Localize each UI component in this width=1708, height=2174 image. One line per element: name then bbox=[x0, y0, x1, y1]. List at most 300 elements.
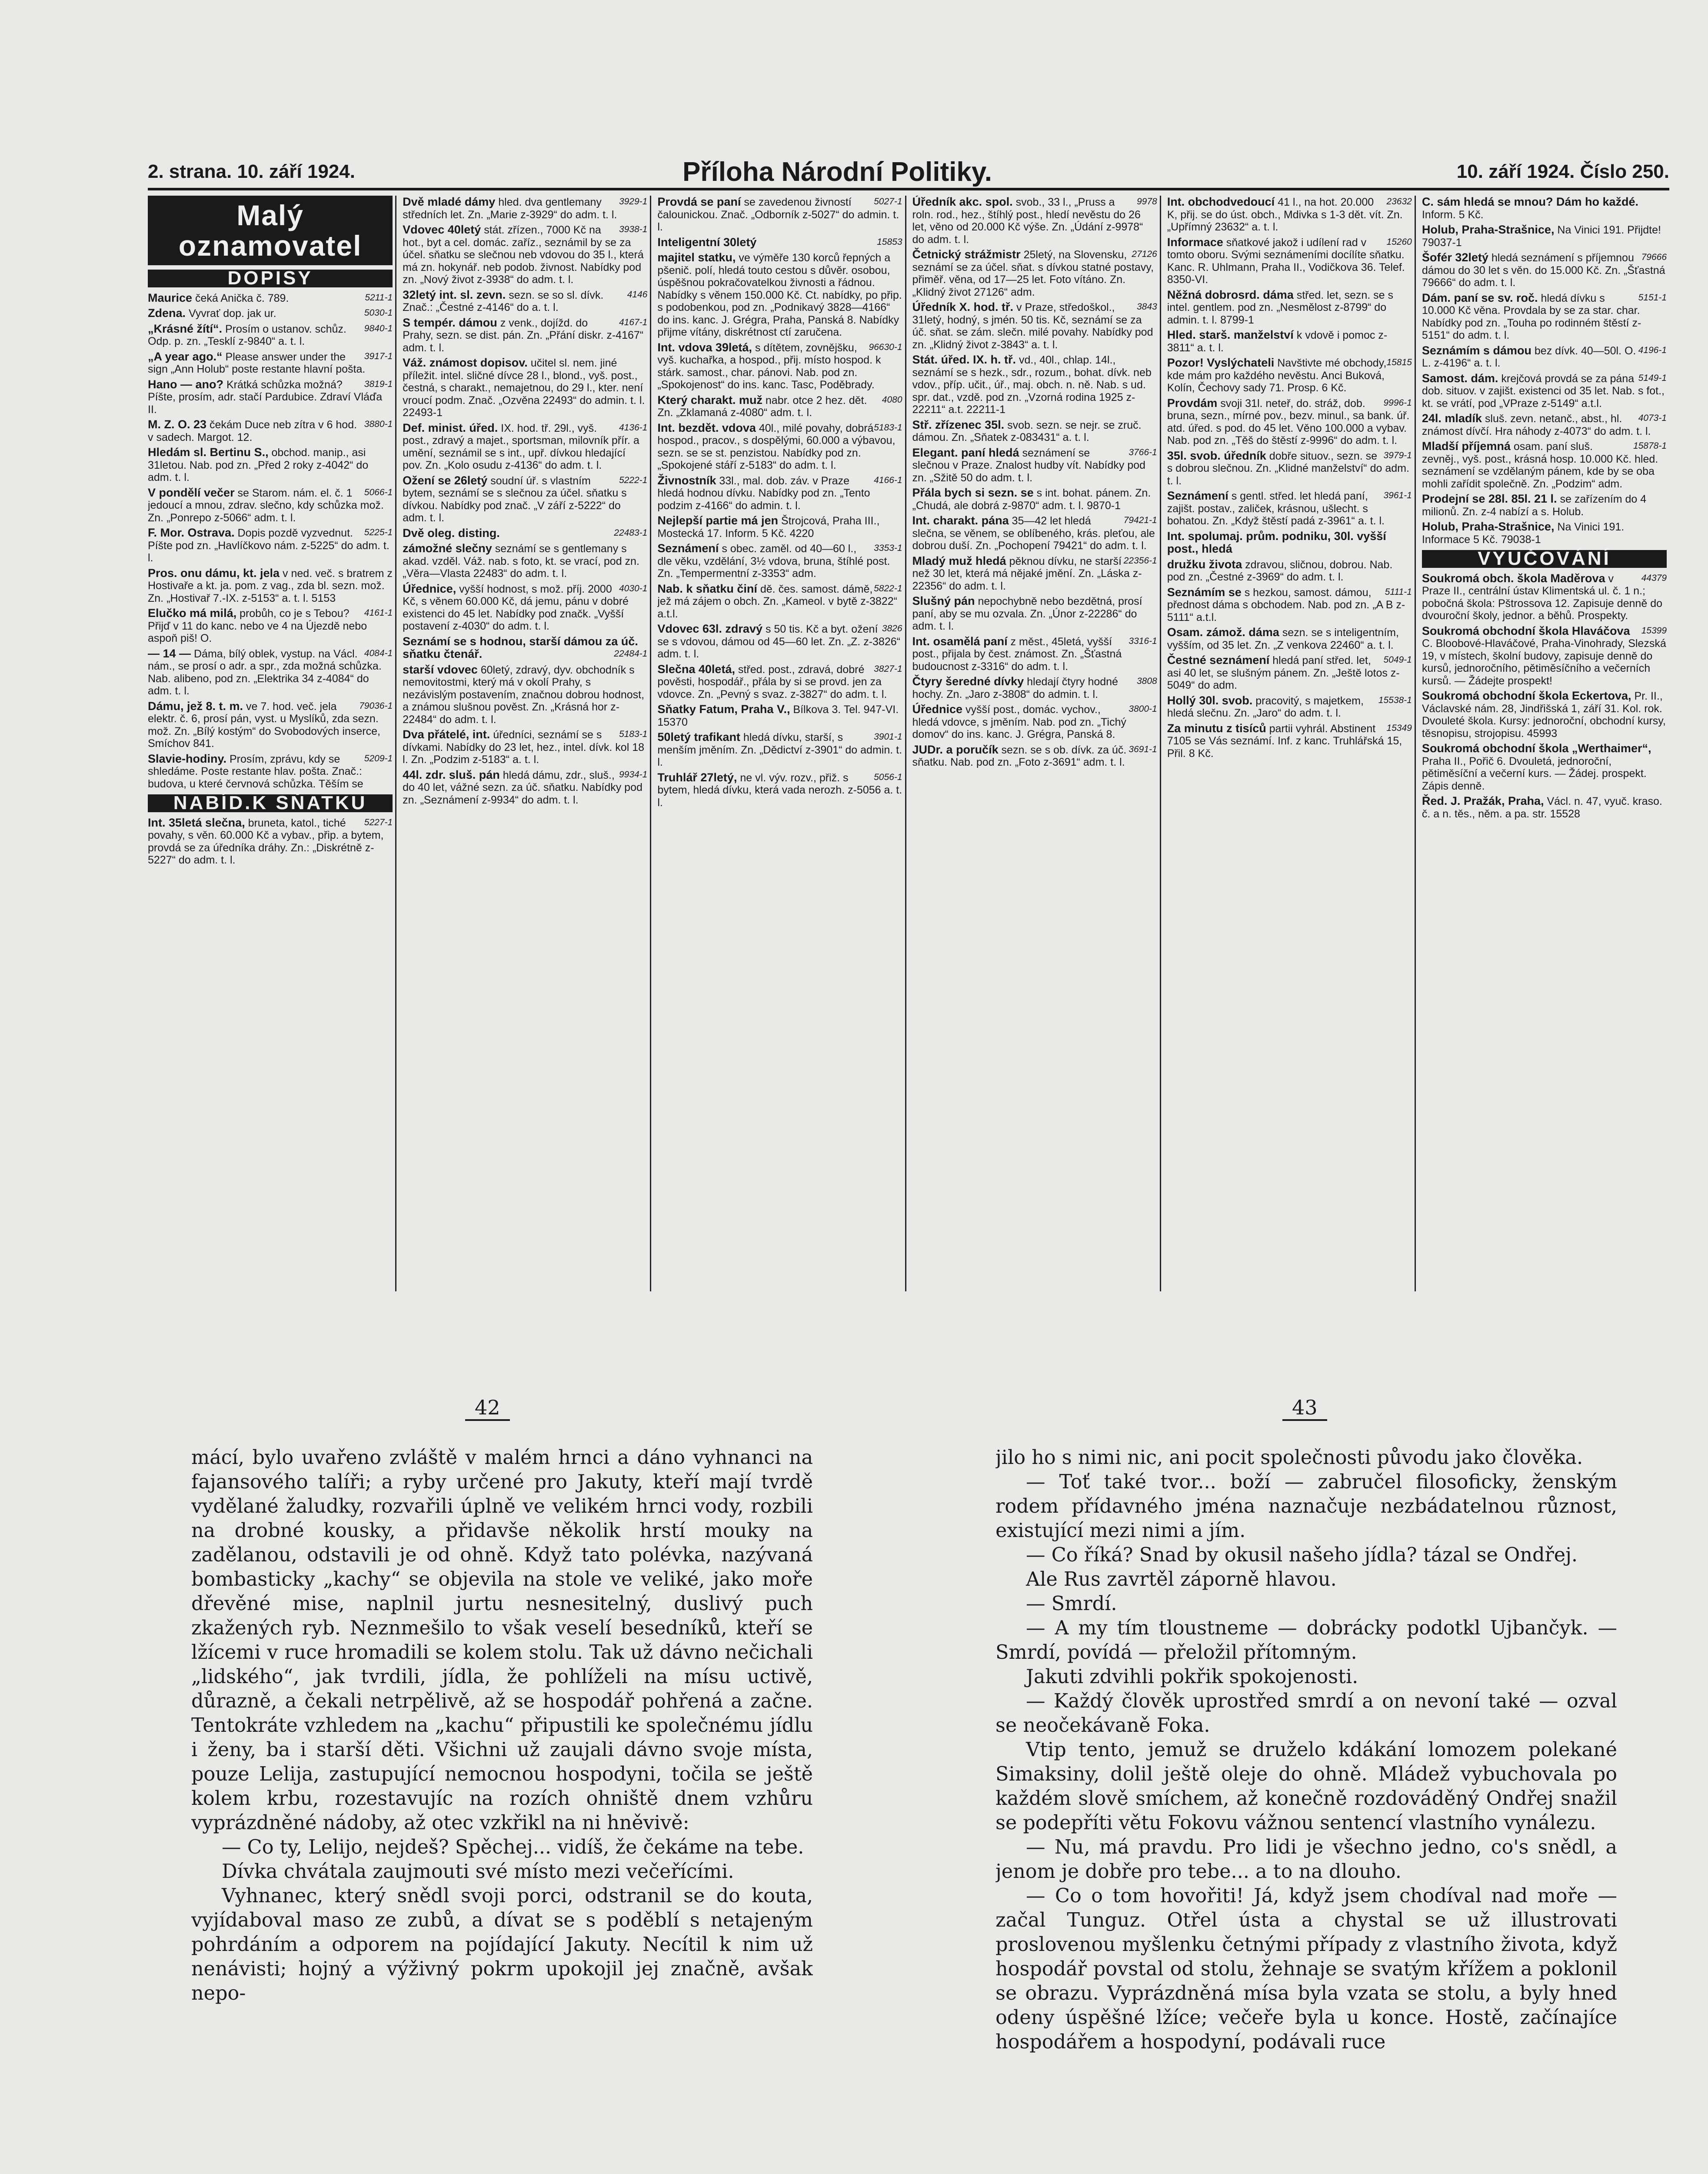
classified-ad bbox=[403, 664, 647, 726]
classified-ad bbox=[148, 378, 393, 416]
ad-code: 4080 bbox=[882, 394, 902, 405]
classified-ad bbox=[1167, 397, 1412, 447]
ad-title: Mladý muž hledá bbox=[912, 554, 1006, 567]
classified-ad bbox=[912, 419, 1157, 444]
ad-code: 5056-1 bbox=[874, 772, 902, 782]
classified-ad bbox=[148, 817, 393, 867]
ad-title: Seznámím se bbox=[1167, 585, 1242, 599]
classified-ad bbox=[657, 583, 902, 620]
classified-ad bbox=[657, 341, 902, 391]
ad-body: vd., 40l., chlap. 14l., seznámí se s hezk., sdr., rozum., bohat. dívk. neb vdov., příp. učit., úř., maj. obch. n. ně. Nab. s ud. spr. dat., vzdě. pod zn. „Vzorná rodina 1925 z-22211“ a.t. 22211-1 bbox=[912, 354, 1152, 416]
ad-code: 15260 bbox=[1386, 237, 1412, 247]
ad-title: JUDr. a poručík bbox=[912, 743, 999, 756]
classified-ad bbox=[657, 542, 902, 580]
ad-body: se zařízením do 4 milionů. Zn. z-4 nabízí a s. Holub. bbox=[1422, 493, 1647, 518]
ad-code: 5211-1 bbox=[365, 292, 393, 303]
ad-code: 4161-1 bbox=[364, 608, 393, 618]
ad-body: Štrojcová, Praha III., Mostecká 17. Inform. 5 Kč. 4220 bbox=[657, 515, 880, 540]
ad-code: 4084-1 bbox=[364, 648, 393, 658]
ad-title: Čtyry šeredné dívky bbox=[912, 675, 1024, 688]
ad-code: 27126 bbox=[1132, 249, 1157, 259]
classified-ad bbox=[403, 542, 647, 580]
ad-code: 9978 bbox=[1136, 197, 1157, 207]
story-paragraph: — Smrdí. bbox=[1026, 1593, 1117, 1615]
classified-ad bbox=[1422, 572, 1667, 622]
classified-ad bbox=[1167, 558, 1412, 584]
ad-title: Čestné seznámení bbox=[1167, 654, 1270, 667]
ad-body: v Praze, středoškol., 31letý, hodný, s jmén. 50 tis. Kč, seznámí se za úč. sňat. se zám. slečn. milé povahy. Nabídky pod zn. „Klidný život z-3843“ a. t. l. bbox=[912, 301, 1153, 351]
ad-title: Elegant. paní hledá bbox=[912, 446, 1019, 459]
ad-body: nabr. otce 2 hez. dět. Zn. „Zklamaná z-4080“ adm. t. l. bbox=[657, 394, 867, 419]
classified-ad bbox=[148, 307, 393, 320]
ad-body: IX. hod. tř. 29l., vyš. post., zdravý a majet., sportsman, milovník přír. a umění, seznámil se s int., upř. dívkou hledající pov. Zn. „Kolo osudu z-4136“ do adm. t. l. bbox=[403, 422, 639, 471]
ad-body: dobře situov., sezn. se s dobrou slečnou. Zn. „Klidné manželství“ do adm. t. l. bbox=[1167, 450, 1409, 487]
classified-ad bbox=[1422, 196, 1667, 221]
ad-code: 79036-1 bbox=[359, 700, 393, 711]
ad-body: Dáma, bílý oblek, vystup. na Václ. nám., se prosí o adr. a spr., zda možná schůzka. Nab. alibeno, pod zn. „Elektrika 34 z-4084“ do adm. t. l. bbox=[148, 647, 382, 697]
ad-title: starší vdovec bbox=[403, 663, 478, 676]
ad-body: 35—42 let hledá slečna, se věnem, se oblíbeného, krás. pleťou, ale dobrou duší. Zn. „Pochopení 79421“ do adm. t. l. bbox=[912, 515, 1155, 552]
ad-title: Řed. J. Pražák, Praha, bbox=[1422, 794, 1544, 807]
ad-body: vyšší hodnost, s mož. příj. 2000 Kč, s věnem 60.000 Kč, dá jemu, pánu v dobré existenci do 45 let. Nabídky pod značk. „Vyšší postavení z-4030“ do adm. t. l. bbox=[403, 583, 629, 632]
ad-body: učitel sl. nem. jiné příležit. intel. sličné dívce 28 l., blond., vyš. post., čestná, s charakt., nemajetnou, do 29 l., kter. není vroucí podm. Znač. „Ozvěna 22493“ do admin. t. l. 22493-1 bbox=[403, 357, 645, 419]
classified-ad bbox=[1167, 490, 1412, 527]
classified-ad bbox=[912, 514, 1157, 552]
ad-title: Int. obchodvedoucí bbox=[1167, 196, 1275, 208]
ad-body: osam. paní sluš. zevněj., vyš. post., krásná hosp. 10.000 Kč. hled. seznámení se vzdělaným pánem, kde by se oba mohli zařídit společně. Zn. „Podzim“ adm. bbox=[1422, 440, 1658, 490]
ad-title: Pozor! Vyslýchateli bbox=[1167, 356, 1275, 369]
classified-ad bbox=[657, 514, 902, 540]
ad-title: Vdovec 40letý bbox=[403, 223, 481, 236]
ad-body: Please answer under the sign „Ann Holub“ poste restante hlavní pošta. bbox=[148, 350, 366, 375]
classified-ad bbox=[657, 251, 902, 339]
story-paragraph: — Nu, má pravdu. Pro lidi je všechno jedno, co's snědl, a jenom je dobře pro tebe... a to na dlouho. bbox=[996, 1836, 1617, 1883]
ad-title: Soukromá obchodní škola Hlaváčova bbox=[1422, 624, 1630, 637]
ad-body: bez dívk. 40—50l. O. L. z-4196“ a. t. l. bbox=[1422, 344, 1636, 369]
ad-body: sezn. se s ob. dívk. za úč. sňatku. Nab. pod zn. „Foto z-3691“ adm. t. l. bbox=[912, 744, 1127, 768]
classified-ad bbox=[403, 317, 647, 354]
ad-title: Ožení se 26letý bbox=[403, 473, 488, 487]
ad-code: 79666 bbox=[1641, 252, 1667, 262]
header-title: Příloha Národní Politiky. bbox=[683, 157, 992, 187]
ad-code: 4073-1 bbox=[1638, 413, 1667, 423]
ad-body: Bílkova 3. Tel. 947-VI. 15370 bbox=[657, 704, 899, 728]
ad-title: Def. minist. úřed. bbox=[403, 421, 498, 434]
classified-ad bbox=[148, 607, 393, 645]
ad-body: seznámí se s gentlemany s akad. vzděl. Váž. nab. s foto, kt. se vrací, pod zn. „Věra—Vlasta 22483“ do adm. t. l. bbox=[403, 543, 639, 580]
classified-ad bbox=[657, 623, 902, 660]
ad-body: ve 7. hod. več. jela elektr. č. 6, prosí pán, vyst. u Myslíků, zda sezn. mož. Zn. „Bílý kostým“ do Svobodových inserce, Smíchov 841. bbox=[148, 700, 380, 750]
ad-code: 15538-1 bbox=[1378, 695, 1412, 705]
classified-ad bbox=[1167, 450, 1412, 487]
ad-body: C. Bloobové-Hlaváčové, Praha-Vinohrady, Slezská 19, v místech, školní budovy, zapisuje denně do kursů, jednoročního, pětiměsíčního a večerních kursů. — Žádejte prospekt! bbox=[1422, 637, 1666, 687]
ad-body: 60letý, zdravý, dyv. obchodník s nemovitostmi, který má v okolí Prahy, s nezávislým postavením, značnou dobrou hodnost, a známou slušnou pověst. Zn. „Krásná hor z-22484“ do adm. t. l. bbox=[403, 664, 645, 726]
ad-body: Prosím o ustanov. schůz. Odp. p. zn. „Tesklí z-9840“ a. t. l. bbox=[148, 323, 346, 347]
ad-title: „A year ago.“ bbox=[148, 350, 223, 363]
story-paragraph: Dívka chvátala zaujmouti své místo mezi večeřícími. bbox=[222, 1861, 734, 1883]
ad-body: ne vl. výv. rozv., přiž. s bytem, hledá dívku, která vada nerozh. z-5056 a. t. l. bbox=[657, 771, 902, 809]
ad-title: Seznámím s dámou bbox=[1422, 343, 1532, 357]
ad-title: Stř. zřízenec 35l. bbox=[912, 418, 1005, 431]
ad-title: Inteligentní 30letý bbox=[657, 235, 757, 249]
ad-code: 3917-1 bbox=[364, 351, 393, 361]
ad-title: Elučko má milá, bbox=[148, 607, 237, 620]
classified-ad bbox=[657, 474, 902, 512]
classified-ad bbox=[403, 223, 647, 286]
classified-ad bbox=[148, 567, 393, 605]
classified-ad bbox=[1167, 626, 1412, 651]
ad-body: s hezkou, samost. dámou, přednost dáma s obchodem. Nab. pod zn. „A B z-5111“ a.t.l. bbox=[1167, 586, 1405, 624]
ad-title: Úředník X. hod. tř. bbox=[912, 300, 1014, 313]
ad-body: Na Vinici 191. Přijdte! 79037-1 bbox=[1422, 224, 1661, 249]
ad-title: Přála bych si sezn. se bbox=[912, 486, 1034, 499]
ad-title: Úředník akc. spol. bbox=[912, 196, 1013, 208]
ad-title: Int. spolumaj. prům. podniku, 30l. vyšší post., hledá bbox=[1167, 529, 1386, 555]
ad-body: s 50 tis. Kč a byt. ožení se s vdovou, dámou od 45—60 let. Zn. „Z. z-3826“ adm. t. l. bbox=[657, 623, 900, 660]
ad-title: Int. osamělá paní bbox=[912, 634, 1008, 648]
ad-body: sňatkové jakož i udílení rad v tomto oboru. Svými seznámeními docílíte sňatku. Kanc. R. Uhlmann, Praha II., Vodičkova 36. Telef. 8350-VI. bbox=[1167, 236, 1405, 286]
classified-ad bbox=[148, 350, 393, 376]
ad-body: 33l., mal. dob. záv. v Praze hledá hodnou dívku. Nabídky pod zn. „Tento podzim z-4166“ do admin. t. l. bbox=[657, 474, 870, 512]
ad-body: střed. post., zdravá, dobré pověsti, hospodář., přála by si se provd. jen za vdovce. Zn. „Pevný s svaz. z-3827“ do adm. t. l. bbox=[657, 663, 887, 700]
classified-ad bbox=[657, 236, 902, 249]
story-paragraph: Jakuti zdvihli pokřik spokojenosti. bbox=[1026, 1666, 1358, 1688]
ad-title: Šofér 32letý bbox=[1422, 251, 1488, 264]
classified-ad bbox=[1167, 694, 1412, 720]
ad-title: 35l. svob. úředník bbox=[1167, 449, 1266, 462]
ad-code: 4166-1 bbox=[874, 475, 902, 485]
ad-body: s int. bohat. pánem. Zn. „Chudá, ale dobrá z-9870“ adm. t. l. 9870-1 bbox=[912, 487, 1151, 512]
ad-code: 3938-1 bbox=[619, 224, 648, 234]
story-paragraph: mácí, bylo uvařeno zvláště v malém hrnci a dáno vyhnanci na fajansového talíři; a ryby určené pro Jakuty, kteří mají tvrdě vydělané žaludky, rozvařili úplně ve velikém hrnci vody, rozbili na drobné kousky, a přidavše několik hrstí mouky na zadělanou, odstavili je od ohně. Když tato polévka, nazývaná bombasticky „kachy“ se objevila na stole ve veliké, jako moře dřevěné mise, naplnil jurtu nesnesitelný, duslivý puch zkažených ryb. Neznmešilo to však veselí besedníků, kteří se lžícemi v ruce hromadili se kolem stolu. Tak už dávno nečichali „lidského“, jak tvrdili, jídla, že pohlíželi na mísu uctivě, důrazně, a čekali netrpělivě, až se hospodář pohřená a začne. Tentokráte vzhledem na „kachu“ připustili ke společnému jídlu i ženy, ba i starší děti. Všichni už zaujali dávno svoje místa, pouze Lelija, zastupující nemocnou hospodyni, točila se ještě kolem krbu, rozestavujíc na rozích ohniště dnem vzhůru vyprázdněné nádoby, až otec vzkřikl na ni hněvivě: bbox=[191, 1447, 813, 1834]
ad-title: Provdá se paní bbox=[657, 196, 741, 208]
classified-ad bbox=[403, 474, 647, 524]
ad-code: 9996-1 bbox=[1383, 397, 1412, 408]
ad-title: Nab. k sňatku činí bbox=[657, 582, 757, 595]
ad-body: partii vyhrál. Abstinent 7105 se Vás seznámí. Inf. z kanc. Truhlářská 15, Přil. 8 Kč. bbox=[1167, 722, 1402, 760]
ad-body: hledá seznámení s příjemnou dámou do 30 let s věn. do 15.000 Kč. Zn. „Šťastná 79666“ do adm. t. l. bbox=[1422, 252, 1665, 289]
ad-title: — 14 — bbox=[148, 647, 191, 660]
classified-ad bbox=[1422, 625, 1667, 687]
ad-code: 79421-1 bbox=[1123, 515, 1157, 525]
story-paragraph: — Co o tom hovořiti! Já, když jsem chodíval nad moře — začal Tunguz. Otřel ústa a chystal se už illustrovati proslovenou myšlenku četnými případy z vlastního života, když hospodář povstal od stolu, žehnaje se svatým křížem a poklonil se obrazu. Vyprázdněná mísa byla vzata se stolu, a byly hned odeny úspěšné lžíce; večeře byla u konce. Hostě, začínajíce hospodářem a hospodyní, podávali ruce bbox=[996, 1885, 1617, 2053]
ad-title: Holub, Praha-Strašnice, bbox=[1422, 520, 1555, 533]
classified-ad bbox=[1422, 795, 1667, 820]
ad-column bbox=[148, 196, 396, 1291]
classified-ad bbox=[403, 422, 647, 472]
classified-ad bbox=[1422, 223, 1667, 249]
classified-ad bbox=[1167, 357, 1412, 394]
ad-title: Dva přátelé, int. bbox=[403, 728, 490, 741]
left-page-text bbox=[191, 1446, 813, 2174]
classified-ad bbox=[1422, 520, 1667, 546]
ad-body: soudní úř. s vlastním bytem, seznámí se s slečnou za účel. sňatku s dívkou. Nabídky pod znač. „V září z-5222“ do adm. t. l. bbox=[403, 474, 627, 524]
classified-ad bbox=[657, 394, 902, 419]
classified-ad bbox=[148, 647, 393, 697]
ad-code: 3316-1 bbox=[1129, 636, 1157, 646]
ad-title: Seznámení bbox=[1167, 489, 1229, 502]
ad-code: 15853 bbox=[877, 237, 902, 247]
classified-ad bbox=[912, 595, 1157, 633]
ad-body: stát. zřízen., 7000 Kč na hot., byt a cel. domác. zaříz., seznámil by se za účel. sňatku se slečnou neb vdovou do 35 l., která má zn. hokynář. neb podob. živnost. Nabídky pod zn. „Nový život z-3938“ do adm. t. l. bbox=[403, 224, 644, 286]
ad-code: 15349 bbox=[1386, 723, 1412, 733]
classified-ad bbox=[148, 527, 393, 564]
ad-title: Sňatky Fatum, Praha V., bbox=[657, 703, 790, 716]
ad-code: 5822-1 bbox=[874, 583, 902, 594]
ad-title: Soukromá obchodní škola „Werthaimer“, bbox=[1422, 742, 1651, 755]
ad-title: Za minutu z tisíců bbox=[1167, 721, 1266, 735]
left-page-number: 42 bbox=[465, 1396, 510, 1421]
ad-title: Maurice bbox=[148, 291, 193, 304]
classified-ad bbox=[1167, 722, 1412, 760]
classified-ad bbox=[657, 703, 902, 728]
ad-title: S tempér. dámou bbox=[403, 316, 497, 329]
ad-title: Samost. dám. bbox=[1422, 371, 1498, 385]
classified-ad bbox=[403, 635, 647, 661]
ad-title: V pondělí večer bbox=[148, 486, 235, 499]
classified-ad bbox=[912, 635, 1157, 673]
ad-body: hledá dívku, starší, s menším jměním. Zn. „Dědictví z-3901“ do admin. t. l. bbox=[657, 731, 902, 768]
ad-code: 5227-1 bbox=[364, 817, 393, 827]
ad-column bbox=[912, 196, 1161, 1291]
classified-ad bbox=[148, 753, 393, 790]
ad-column bbox=[403, 196, 651, 1291]
ad-title: 32letý int. sl. zevn. bbox=[403, 288, 506, 301]
logo-bottom: oznamovatel bbox=[178, 230, 362, 262]
header-left: 2. strana. 10. září 1924. bbox=[148, 161, 355, 182]
ad-body: hledají čtyry hodné hochy. Zn. „Jaro z-3808“ do admin. t. l. bbox=[912, 676, 1118, 700]
page-header bbox=[148, 157, 1669, 187]
ad-body: hled. dva gentlemany středních let. Zn. „Marie z-3929“ do adm. t. l. bbox=[403, 196, 617, 221]
ad-body: nepochybně nebo bezdětná, prosí paní, aby se mu ozvala. Zn. „Únor z-22286“ do adm. t. l. bbox=[912, 595, 1142, 632]
section-logo bbox=[148, 196, 393, 265]
ad-body: čeká Anička č. 789. bbox=[195, 292, 289, 304]
ad-title: Dvě mladé dámy bbox=[403, 196, 496, 208]
classified-ad bbox=[1422, 292, 1667, 342]
ad-title: Prodejní se 28l. 85l. 21 l. bbox=[1422, 492, 1557, 505]
ad-title: Osam. zámož. dáma bbox=[1167, 626, 1279, 639]
ad-body: Praha II., Pořič 6. Dvouletá, jednoroční, pětiměsíční a večerní kurs. — Žádej. prospekt. Zápis denně. bbox=[1422, 755, 1647, 792]
ad-body: probůh, co je s Tebou? Přijď v 11 do kanc. nebo ve 4 na Újezdě nebo aspoň piš! O. bbox=[148, 607, 367, 644]
ad-code: 22356-1 bbox=[1123, 555, 1157, 566]
ad-code: 4167-1 bbox=[619, 317, 648, 327]
ad-code: 3800-1 bbox=[1129, 704, 1157, 714]
story-paragraph: Vyhnanec, který snědl svoji porci, odstranil se do kouta, vyjídaboval maso ze zubů, a dívat se s poděblí s netajeným pohrdáním a odporem na pojídající Jakuty. Necítil k nim už nenávisti; hojný a výživný pokrm upokojil jej značně, avšak nepo- bbox=[191, 1885, 813, 2004]
ad-code: 5030-1 bbox=[364, 308, 393, 318]
ad-code: 4136-1 bbox=[619, 422, 648, 433]
ad-code: 3826 bbox=[882, 624, 902, 634]
ad-title: Nejlepší partie má jen bbox=[657, 514, 778, 527]
classified-ad bbox=[403, 527, 647, 540]
ad-code: 5151-1 bbox=[1638, 292, 1667, 303]
ad-body: Na Vinici 191. Informace 5 Kč. 79038-1 bbox=[1422, 521, 1625, 546]
section-banner: NABÍD.K SŇATKU bbox=[148, 794, 393, 812]
ad-title: Seznámí se s hodnou, starší dámou za úč. sňatku čtenář. bbox=[403, 634, 638, 660]
classified-ad bbox=[1167, 236, 1412, 286]
classified-ad bbox=[657, 663, 902, 701]
header-rule bbox=[148, 188, 1669, 190]
ad-code: 3808 bbox=[1136, 676, 1157, 686]
ad-title: Hled. starš. manželství bbox=[1167, 328, 1294, 341]
ad-title: Hano — ano? bbox=[148, 377, 223, 391]
classified-ad bbox=[1167, 196, 1412, 233]
classified-ad bbox=[1422, 372, 1667, 410]
ad-title: Pros. onu dámu, kt. jela bbox=[148, 566, 280, 580]
ad-code: 3691-1 bbox=[1129, 744, 1157, 754]
ad-title: Informace bbox=[1167, 235, 1223, 249]
classified-ad bbox=[912, 301, 1157, 351]
ad-code: 5225-1 bbox=[364, 527, 393, 537]
story-paragraph: — Každý člověk uprostřed smrdí a on nevoní také — ozval se neočekávaně Foka. bbox=[996, 1690, 1617, 1737]
ad-body: hledá dámu, zdr., sluš., do 40 let, vážné sezn. za úč. sňatku. Nabídky pod zn. „Seznámení z-9934“ do adm. t. l. bbox=[403, 769, 643, 806]
ad-title: Mladší příjemná bbox=[1422, 440, 1511, 453]
ad-body: svoji 31l. neteř, do. stráž, dob. bruna, sezn., mírné pov., bezv. minul., sa bank. úř. atd. úřed. s pod. do 45 let. Věno 100.000 a vybav. Nab. pod zn. „Těš do štěstí z-9996“ do adm. t. l. bbox=[1167, 397, 1410, 447]
ad-title: F. Mor. Ostrava. bbox=[148, 526, 235, 539]
ad-title: Slušný pán bbox=[912, 594, 975, 607]
ad-code: 5222-1 bbox=[619, 475, 648, 485]
story-paragraph: — Co ty, Lelijo, nejdeš? Spěchej... vidíš, že čekáme na tebe. bbox=[222, 1836, 804, 1858]
ad-code: 15878-1 bbox=[1633, 441, 1667, 451]
ad-title: Váž. známost dopisov. bbox=[403, 356, 528, 369]
ad-code: 5111-1 bbox=[1385, 587, 1412, 597]
ad-code: 96630-1 bbox=[869, 342, 902, 352]
ad-title: Soukromá obchodní škola Eckertova, bbox=[1422, 689, 1631, 702]
ad-title: Úřednice, bbox=[403, 582, 456, 595]
classified-ads bbox=[148, 196, 1669, 1291]
ad-body: se Starom. nám. el. č. 1 jedoucí a mnou, zdrav. slečno, kdy schůzka mož. Zn. „Ponrepo z-5066“ adm. t. l. bbox=[148, 487, 384, 524]
ad-title: Slečna 40letá, bbox=[657, 662, 735, 676]
classified-ad bbox=[657, 771, 902, 809]
story-paragraph: Vtip tento, jemuž se druželo kdákání lomozem polekané Simaksiny, dolil ještě oleje do ohně. Mládež vybuchovala po každém slově smíchem, až konečně rozdováděný Ondřej snažil se podepříti větu Fokovu vážnou sentencí vlastního vynálezu. bbox=[996, 1739, 1617, 1834]
classified-ad bbox=[1422, 690, 1667, 740]
ad-body: Pr. II., Václavské nám. 28, Jindřišská 1, září 31. Kol. rok. Dvouleté škola. Kursy: jednoroční, obchodní kursy, těsnopisu, strojopisu. 45993 bbox=[1422, 690, 1666, 740]
ad-column bbox=[1422, 196, 1669, 1291]
classified-ad bbox=[148, 323, 393, 348]
ad-title: Dámu, jež 8. t. m. bbox=[148, 699, 243, 713]
ad-title: Vdovec 63l. zdravý bbox=[657, 622, 762, 635]
classified-ad bbox=[912, 353, 1157, 416]
logo-top: Malý bbox=[236, 199, 304, 231]
classified-ad bbox=[912, 196, 1157, 246]
ad-body: s obec. zaměl. od 40—60 l., dle věku, vzdělání, 3½ vdova, bruna, štíhlé post. Zn. „Tempermentní z-3353“ adm. bbox=[657, 543, 890, 580]
ad-body: dě. čes. samost. dámě, jež má zájem o obch. Zn. „Kameol. v bytě z-3822“ a.t.l. bbox=[657, 583, 897, 620]
ad-body: s gentl. střed. let hledá paní, zajišt. postav., zaliček, krásnou, ušlecht. s bohatou. Zn. „Když štěstí padá z-3961“ a. t. l. bbox=[1167, 490, 1385, 527]
classified-ad bbox=[1167, 329, 1412, 354]
ad-body: krejčová provdá se za pána dob. situov. v zajišt. existenci od 35 let. Nab. s fot., kt. se vrátí, pod „VPraze z-5149“ a.t.l. bbox=[1422, 372, 1665, 410]
story-paragraph: — Toť také tvor... boží — zabručel filosoficky, ženským rodem přídavného jména naznačuje nezbádatelnou různost, existující mezi nimi a jím. bbox=[996, 1471, 1617, 1542]
ad-code: 3353-1 bbox=[874, 543, 902, 553]
ad-title: 44l. zdr. sluš. pán bbox=[403, 768, 500, 781]
classified-ad bbox=[1422, 493, 1667, 518]
classified-ad bbox=[1167, 654, 1412, 692]
ad-title: M. Z. O. 23 bbox=[148, 418, 207, 431]
ad-title: Zdena. bbox=[148, 307, 186, 320]
ad-title: Dám. paní se sv. roč. bbox=[1422, 291, 1538, 304]
ad-code: 3901-1 bbox=[874, 732, 902, 742]
ad-title: Živnostník bbox=[657, 473, 716, 487]
ad-body: 25letý, na Slovensku, seznámí se za účel. sňat. s dívkou statné postavy, přiměř. věna, od 17—25 let. Foto vítáno. Zn. „Klidný život 27126“ adm. bbox=[912, 249, 1154, 298]
ad-code: 5066-1 bbox=[364, 487, 393, 497]
ad-title: majitel statku, bbox=[657, 251, 736, 264]
classified-ad bbox=[403, 728, 647, 766]
ad-title: Úřednice bbox=[912, 703, 963, 716]
ad-body: ve výměře 130 korců řepných a pšenič. polí, hledá touto cestou s důvěr. osobou, úspěšnou pokračovatelkou živnosti a řádnou. Nabídky s věnem 150.000 Kč. Ct. nabídky, po přip. s podobenkou, pod zn. „Podnikavý 3828—4166“ do ins. kanc. J. Grégra, Praha, Panská 8. Nabídky přijme vítány, diskrétnost ctí zaručena. bbox=[657, 252, 902, 338]
story-paragraph: jilo ho s nimi nic, ani pocit společnosti původu jako člověka. bbox=[996, 1447, 1583, 1469]
section-banner: DOPISY bbox=[148, 270, 393, 287]
ad-code: 5209-1 bbox=[364, 753, 393, 764]
classified-ad bbox=[657, 731, 902, 769]
ad-body: vyšší post., domác. vychov., hledá vdovce, s jměním. Nab. pod zn. „Tichý domov“ do ins. kanc. J. Grégra, Panská 8. bbox=[912, 704, 1126, 740]
ad-code: 9840-1 bbox=[364, 323, 393, 333]
ad-body: střed. let, sezn. se s intel. gentlem. pod zn. „Nesmělost z-8799“ do admin. t. l. 8799-1 bbox=[1167, 289, 1394, 326]
ad-code: 5183-1 bbox=[619, 729, 648, 739]
ad-body: Navštivte mé obchody, kde mám pro každého nevěstu. Anci Buková, Kolín, Čechovy sady 71. Prosp. 6 Kč. bbox=[1167, 357, 1387, 394]
ad-body: sezn. se so sl. dívk. Znač.: „Čestné z-4146“ do a. t. l. bbox=[403, 289, 604, 313]
classified-ad bbox=[1167, 530, 1412, 556]
ad-body: v ned. več. s bratrem z Hostivaře a kt. ja. pom. z vag., zda bl. sezn. mož. Zn. „Hostivař 7.-IX. z-5153“ a. t. l. 5153 bbox=[148, 567, 393, 604]
classified-ad bbox=[1422, 412, 1667, 437]
ad-body: Prosím, zprávu, kdy se shledáme. Poste restante hlav. pošta. Znač.: budova, u které červnová schůzka. Těším se bbox=[148, 753, 363, 790]
classified-ad bbox=[912, 487, 1157, 512]
ad-body: zdravou, sličnou, dobrou. Nab. pod zn. „Čestné z-3969“ do adm. t. l. bbox=[1167, 558, 1393, 583]
ad-title: 50letý trafikant bbox=[657, 730, 740, 744]
classified-ad bbox=[148, 418, 393, 443]
ad-code: 15399 bbox=[1641, 625, 1667, 636]
classified-ad bbox=[1422, 742, 1667, 792]
story-paragraph: Ale Rus zavrtěl záporně hlavou. bbox=[1026, 1568, 1337, 1590]
classified-ad bbox=[912, 744, 1157, 769]
ad-code: 3929-1 bbox=[619, 197, 648, 207]
ad-title: Soukromá obch. škola Maděrova bbox=[1422, 571, 1605, 585]
ad-column bbox=[657, 196, 906, 1291]
classified-ad bbox=[912, 703, 1157, 741]
ad-code: 22483-1 bbox=[614, 527, 648, 538]
ad-title: Slavie-hodiny. bbox=[148, 752, 227, 765]
ad-body: seznámení se slečnou v Praze. Znalost hudby vít. Nabídky pod zn. „Sžitě 50 do adm. t. l. bbox=[912, 447, 1145, 484]
ad-body: s dítětem, zovnějšku, vyš. kuchařka, a hospod., přij. místo hospod. k stárk. samost., char. pánovi. Nab. pod zn. „Spokojenost“ do ins. kanc. Tasc, Poděbrady. bbox=[657, 341, 881, 391]
ad-title: Něžná dobrosrd. dáma bbox=[1167, 288, 1294, 301]
ad-body: pěknou dívku, ne starší než 30 let, která má nějaké jmění. Zn. „Láska z-22356“ do adm. t. l. bbox=[912, 555, 1142, 592]
ad-body: bruneta, katol., tiché povahy, s věn. 60.000 Kč a vybav., přip. a bytem, provdá se za úředníka dráhy. Zn.: „Diskrétně z-5227“ do adm. t. l. bbox=[148, 817, 384, 866]
ad-code: 3819-1 bbox=[364, 379, 393, 389]
classified-ad bbox=[657, 422, 902, 472]
ad-body: v Praze II., centrální ústav Klimentská ul. č. 1 n.; pobočná škola: Pštrossova 12. Zapisuje denně do dvouroční školy, jednor. a běhů. Prospekty. bbox=[1422, 572, 1662, 622]
ad-code: 15815 bbox=[1386, 357, 1412, 367]
classified-ad bbox=[1167, 586, 1412, 624]
ad-body: úředníci, seznámí se s dívkami. Nabídky do 23 let, hez., intel. dívk. kol 18 l. Zn. „Podzim z-5183“ a. t. l. bbox=[403, 729, 645, 766]
classified-ad bbox=[148, 446, 393, 484]
classified-ad bbox=[403, 357, 647, 419]
ad-title: 24l. mladík bbox=[1422, 412, 1482, 425]
classified-ad bbox=[403, 769, 647, 807]
ad-code: 4030-1 bbox=[619, 583, 648, 594]
ad-code: 5149-1 bbox=[1638, 373, 1667, 383]
ad-title: Stát. úřed. IX. h. tř. bbox=[912, 353, 1016, 366]
classified-ad bbox=[148, 292, 393, 305]
right-page-number: 43 bbox=[1282, 1396, 1327, 1421]
ad-title: Int. charakt. pána bbox=[912, 514, 1009, 527]
ad-code: 5027-1 bbox=[874, 197, 902, 207]
ad-body: z venk., dojížd. do Prahy, sezn. se dist. pán. Zn. „Přání diskr. z-4167“ adm. t. l. bbox=[403, 317, 644, 354]
classified-ad bbox=[1167, 289, 1412, 327]
ad-title: Truhlář 27letý, bbox=[657, 770, 737, 784]
right-page-text bbox=[996, 1446, 1617, 2174]
classified-ad bbox=[1422, 440, 1667, 490]
header-right: 10. září 1924. Číslo 250. bbox=[1456, 161, 1669, 182]
ad-body: hledá paní střed. let, asi 40 let, se slušným pánem. Zn. „Ještě lotos z-5049“ do adm. bbox=[1167, 654, 1400, 691]
classified-ad bbox=[1422, 251, 1667, 289]
ad-body: čekám Duce neb zítra v 6 hod. v sadech. Margot. 12. bbox=[148, 419, 357, 443]
